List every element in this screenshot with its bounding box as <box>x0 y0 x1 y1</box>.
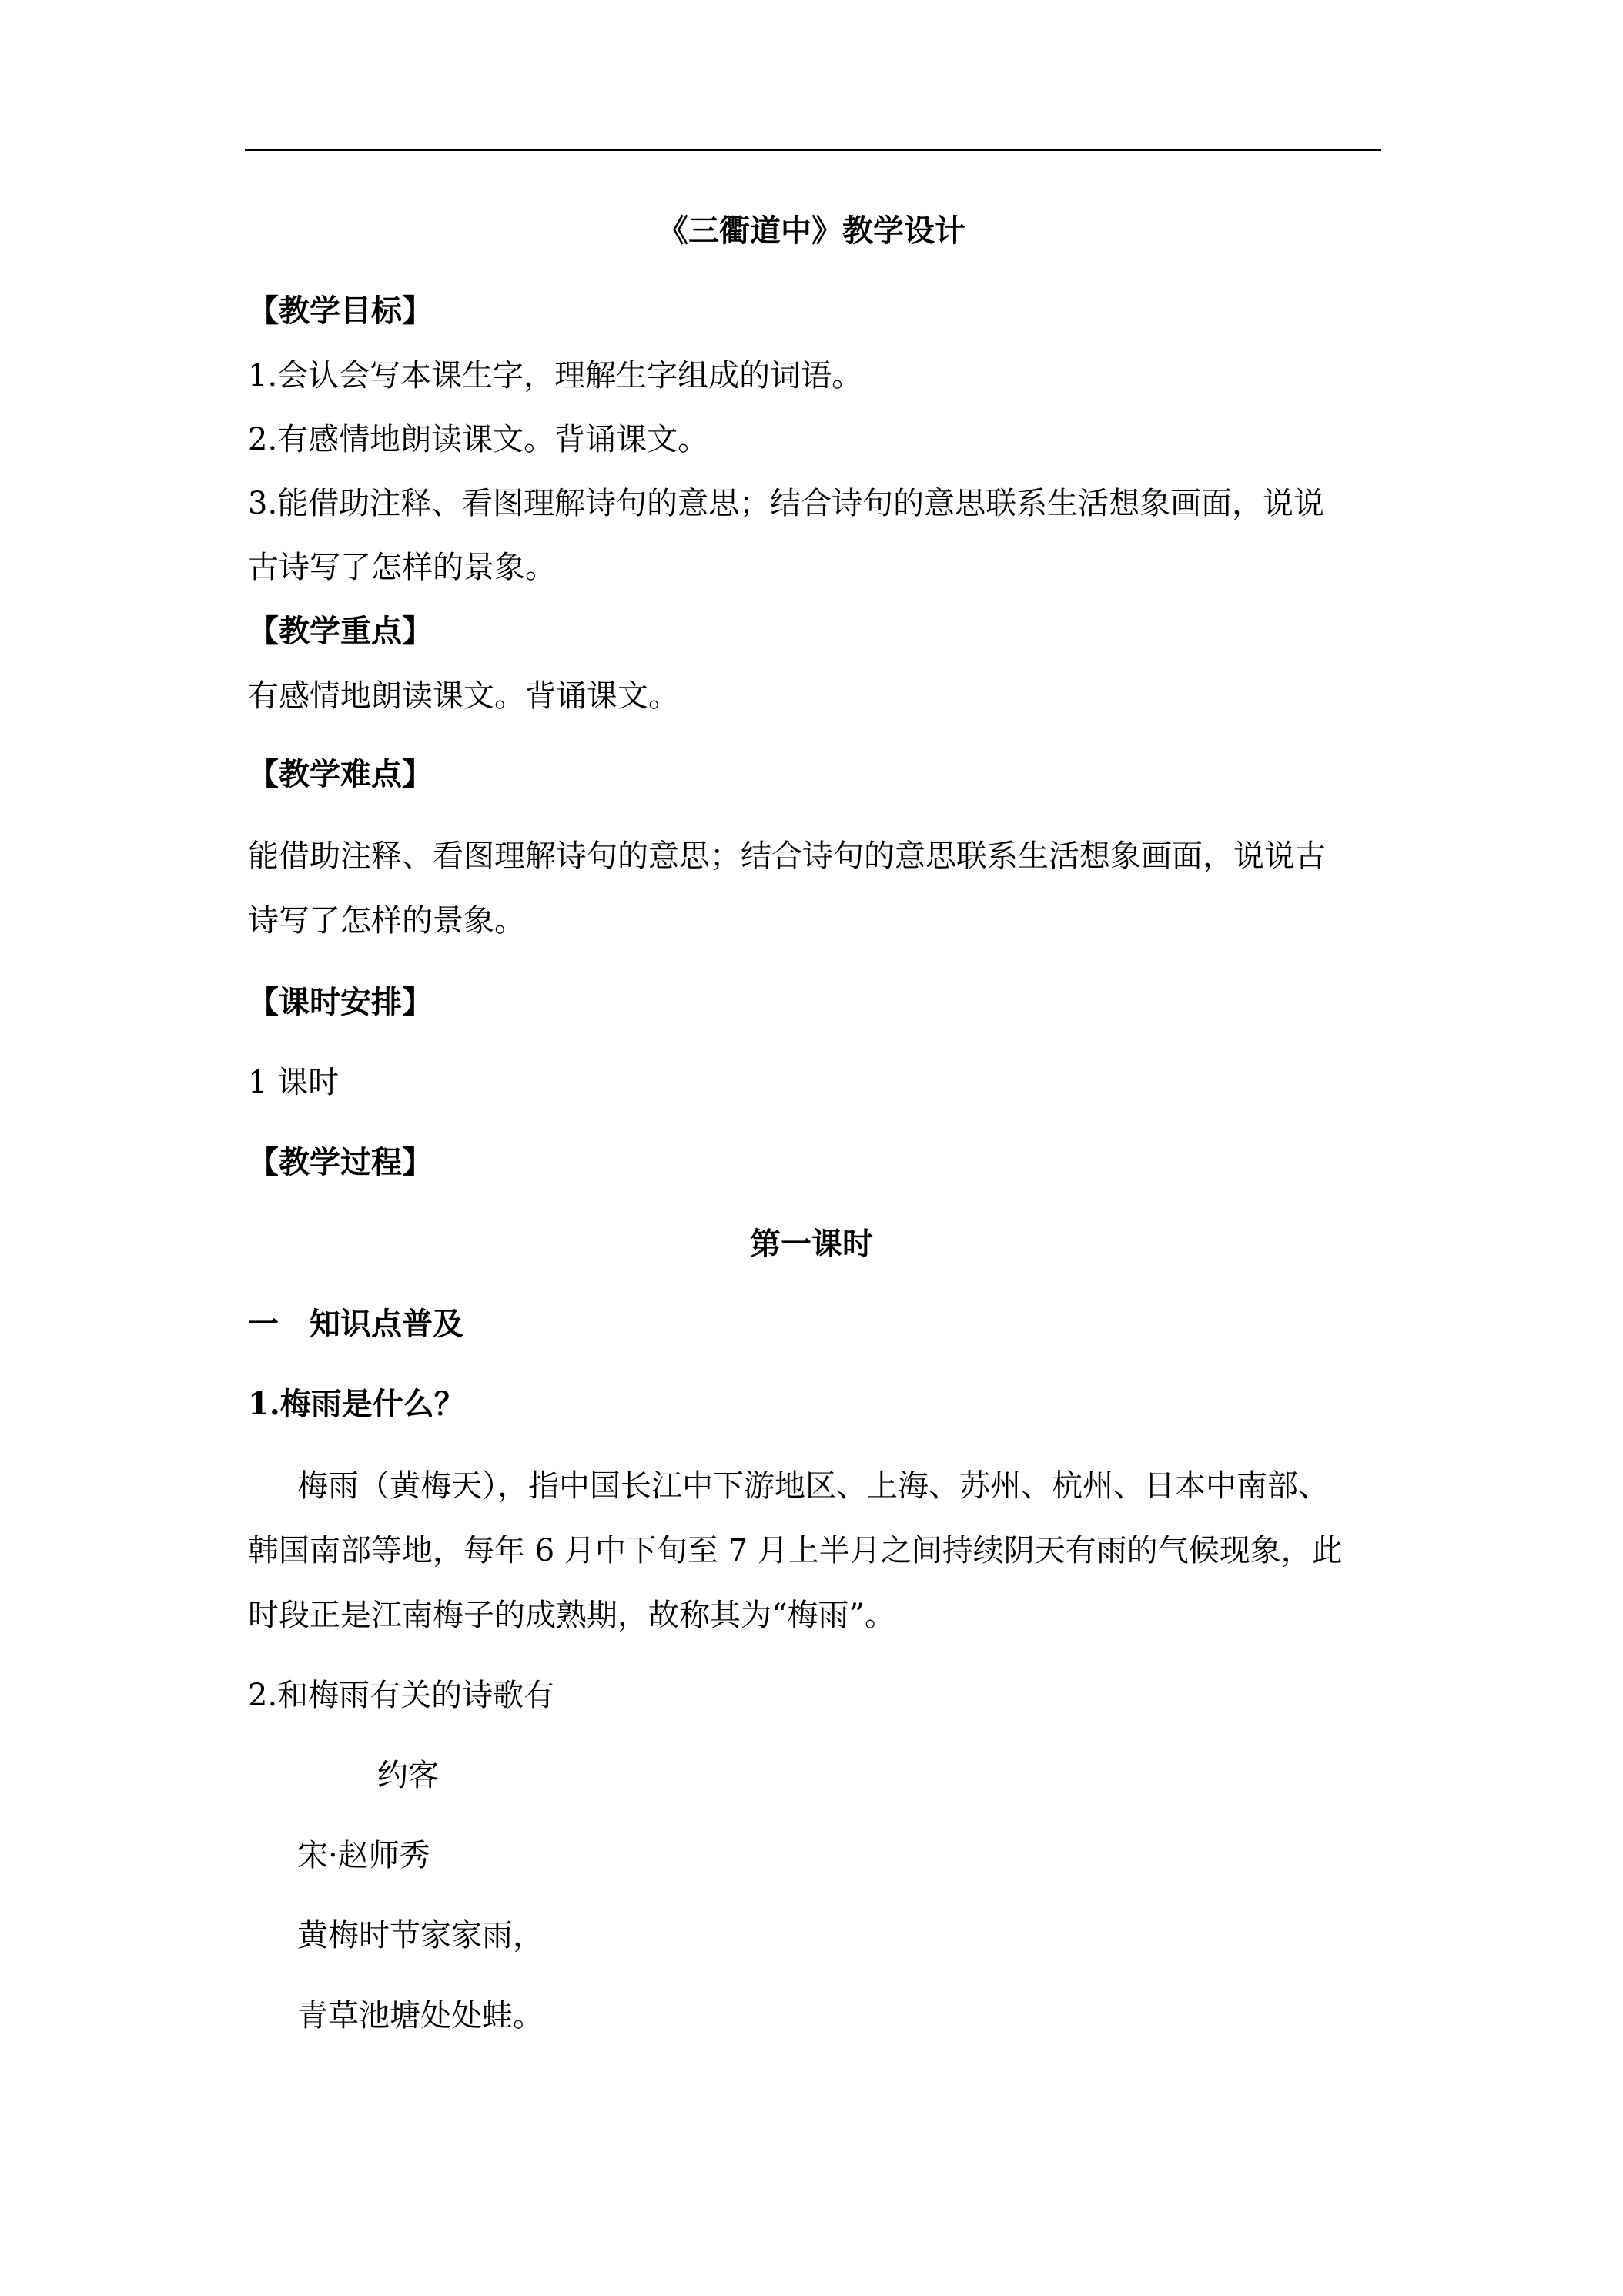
question-1: 1.梅雨是什么？ <box>248 1386 465 1422</box>
poem-line-2: 青草池塘处处蛙。 <box>297 1998 544 2033</box>
poem-author: 宋·赵师秀 <box>297 1838 430 1873</box>
poem-title: 约客 <box>377 1758 439 1793</box>
lesson-title: 第一课时 <box>750 1226 873 1262</box>
goals-item-3-line-2: 古诗写了怎样的景象。 <box>248 550 556 585</box>
focus-heading: 【教学重点】 <box>248 613 433 649</box>
goals-item-2: 2.有感情地朗读课文。背诵课文。 <box>248 422 709 457</box>
meiyu-paragraph-line-3: 时段正是江南梅子的成熟期，故称其为“梅雨”。 <box>248 1598 895 1633</box>
goals-heading: 【教学目标】 <box>248 293 433 329</box>
schedule-text: 1 课时 <box>248 1065 340 1100</box>
poem-line-1: 黄梅时节家家雨， <box>297 1918 544 1953</box>
section-1-heading: 一 知识点普及 <box>248 1306 463 1342</box>
process-heading: 【教学过程】 <box>248 1144 433 1180</box>
difficulty-line-2: 诗写了怎样的景象。 <box>248 903 525 939</box>
goals-item-3-line-1: 3.能借助注释、看图理解诗句的意思；结合诗句的意思联系生活想象画面，说说 <box>248 486 1325 521</box>
difficulty-line-1: 能借助注释、看图理解诗句的意思；结合诗句的意思联系生活想象画面，说说古 <box>248 838 1326 874</box>
header-rule <box>245 149 1381 151</box>
meiyu-paragraph-line-1: 梅雨（黄梅天），指中国长江中下游地区、上海、苏州、杭州、日本中南部、 <box>297 1468 1329 1504</box>
goals-item-1: 1.会认会写本课生字，理解生字组成的词语。 <box>248 358 863 393</box>
focus-text: 有感情地朗读课文。背诵课文。 <box>248 678 679 714</box>
meiyu-paragraph-line-2: 韩国南部等地，每年 6 月中下旬至 7 月上半月之间持续阴天有雨的气候现象，此 <box>248 1533 1343 1568</box>
schedule-heading: 【课时安排】 <box>248 984 433 1020</box>
document-title: 《三衢道中》教学设计 <box>658 213 965 249</box>
difficulty-heading: 【教学难点】 <box>248 756 433 792</box>
question-2: 2.和梅雨有关的诗歌有 <box>248 1678 555 1713</box>
